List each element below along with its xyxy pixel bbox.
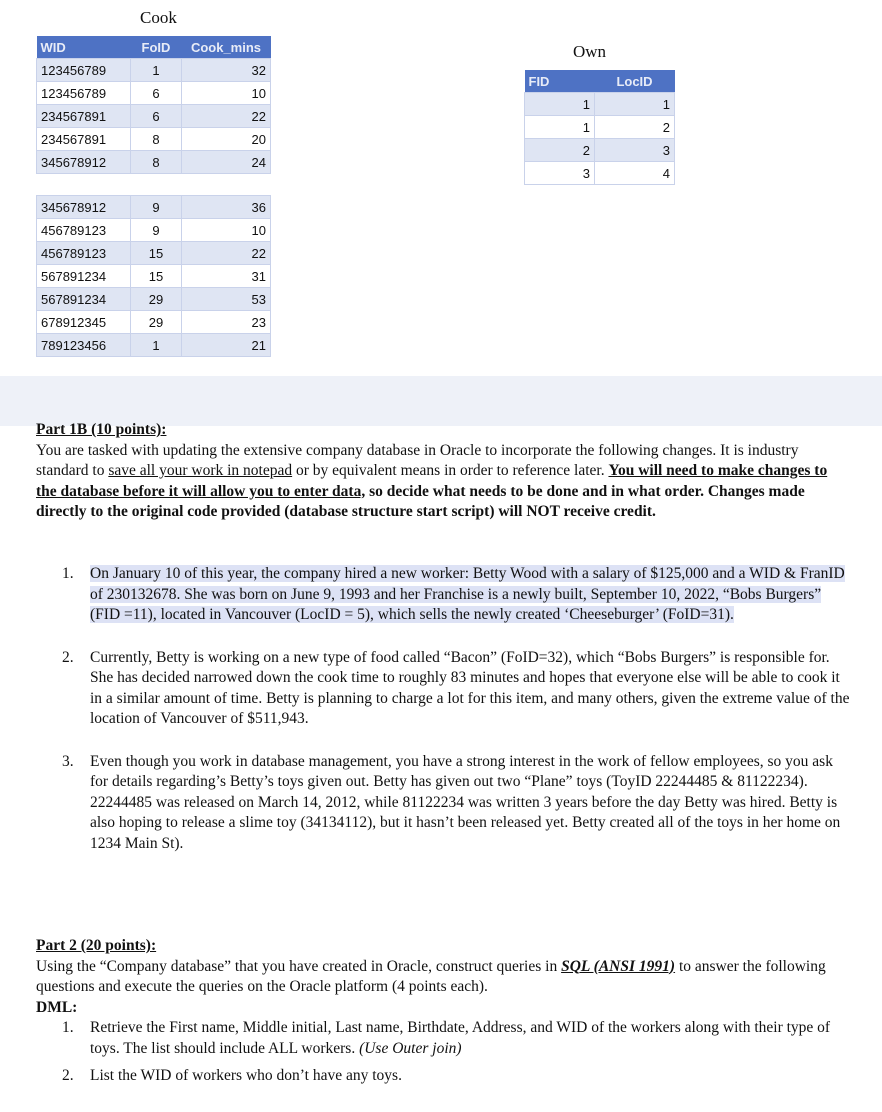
table-row <box>37 128 271 151</box>
cook-table-bottom <box>36 195 271 357</box>
intro-text: You are tasked with updating the extensive company database in Oracle to incorporate the following changes. It is industry standard to <box>36 441 799 479</box>
list-item <box>36 752 851 855</box>
cook-header-row <box>37 36 271 59</box>
table-row <box>525 139 675 162</box>
cell-wid: 123456789 <box>37 59 131 82</box>
cell-cook-mins: 53 <box>182 288 271 311</box>
item-number: 1. <box>62 1019 74 1036</box>
item-text: Even though you work in database management, you have a strong interest in the work of fellow employees, so you ask for details regarding’s Betty’s toys given out. Betty has given out two “Plane” toys (ToyID 22244485 & 81122234). 22244485 was released on March 14, 2012, while 81122234 was written 3 years before the day Betty was hired. Betty is also hoping to release a slime toy (34134112), but it hasn’t been released yet. Betty created all of the toys in her home on 1234 Main St). <box>90 752 841 852</box>
cell-wid: 678912345 <box>37 311 131 334</box>
list-item <box>36 1018 851 1059</box>
cell-wid: 234567891 <box>37 105 131 128</box>
intro-underlined: save all your work in notepad <box>108 462 293 479</box>
cell-wid: 789123456 <box>37 334 131 357</box>
part2-section <box>36 936 851 1094</box>
table-row <box>525 93 675 116</box>
cell-foid: 29 <box>131 311 182 334</box>
cell-wid: 567891234 <box>37 265 131 288</box>
table-row <box>37 334 271 357</box>
table-row <box>525 116 675 139</box>
table-row <box>37 151 271 174</box>
cell-wid: 123456789 <box>37 82 131 105</box>
cell-foid: 29 <box>131 288 182 311</box>
part2-list <box>36 1018 851 1087</box>
cell-wid: 234567891 <box>37 128 131 151</box>
table-row <box>37 82 271 105</box>
cell-fid: 3 <box>525 162 595 185</box>
cell-locid: 2 <box>595 116 675 139</box>
item-number: 2. <box>62 648 74 666</box>
table-row <box>37 196 271 219</box>
cell-wid: 456789123 <box>37 242 131 265</box>
cell-cook-mins: 36 <box>182 196 271 219</box>
cell-locid: 3 <box>595 139 675 162</box>
cell-foid: 6 <box>131 105 182 128</box>
intro-text-2: or by equivalent means in order to reference later. <box>292 462 609 479</box>
cell-locid: 1 <box>595 93 675 116</box>
table-row <box>525 162 675 185</box>
cell-wid: 456789123 <box>37 219 131 242</box>
part1b-heading: Part 1B (10 points): <box>36 421 167 438</box>
item-text: List the WID of workers who don’t have any toys. <box>90 1067 402 1084</box>
item-number: 3. <box>62 752 74 770</box>
table-row <box>37 288 271 311</box>
cook-header-cook-mins: Cook_mins <box>182 36 271 59</box>
own-header-fid: FID <box>525 70 595 93</box>
item-text-highlighted: On January 10 of this year, the company hired a new worker: Betty Wood with a salary of $125,000 and a WID & FranID of 230132678. She was born on June 9, 1993 and her Franchise is a newly built, September 10, 2022, “Bobs Burgers” (FID =11), located in Vancouver (LocID = 5), which sells the newly created ‘Cheeseburger’ (FoID=31). <box>90 565 845 623</box>
list-item <box>36 1066 851 1087</box>
part1b-items <box>36 564 851 876</box>
cook-header-wid: WID <box>37 36 131 59</box>
intro-bold-underlined: You will need to make changes to the database before it will allow you to enter data, <box>36 462 828 500</box>
cook-header-foid: FoID <box>131 36 182 59</box>
dml-label: DML: <box>36 998 78 1016</box>
table-row <box>37 59 271 82</box>
cell-wid: 567891234 <box>37 288 131 311</box>
cell-cook-mins: 21 <box>182 334 271 357</box>
cell-cook-mins: 20 <box>182 128 271 151</box>
cell-foid: 15 <box>131 265 182 288</box>
cell-cook-mins: 32 <box>182 59 271 82</box>
cell-cook-mins: 10 <box>182 219 271 242</box>
cell-wid: 345678912 <box>37 196 131 219</box>
part1b-intro <box>36 441 851 523</box>
cell-locid: 4 <box>595 162 675 185</box>
list-item <box>36 648 851 730</box>
cell-foid: 9 <box>131 219 182 242</box>
table-row <box>37 219 271 242</box>
cell-cook-mins: 31 <box>182 265 271 288</box>
item-number: 1. <box>62 565 74 582</box>
cell-cook-mins: 10 <box>182 82 271 105</box>
cell-cook-mins: 23 <box>182 311 271 334</box>
list-item <box>36 564 851 626</box>
intro-text: Using the “Company database” that you have created in Oracle, construct queries in <box>36 957 562 975</box>
section-band <box>0 376 882 426</box>
own-table-title: Own <box>573 42 607 61</box>
item-italic-note: (Use Outer join) <box>359 1039 462 1057</box>
intro-bold: so decide what needs to be done and in what order. Changes made directly to the original code provided (database structure start script) will NOT receive credit. <box>36 482 805 520</box>
table-row <box>37 242 271 265</box>
part1b-section <box>36 420 851 523</box>
own-header-locid: LocID <box>595 70 675 93</box>
own-header-row <box>525 70 675 93</box>
cell-wid: 345678912 <box>37 151 131 174</box>
cell-fid: 1 <box>525 93 595 116</box>
cook-table-title: Cook <box>140 8 177 27</box>
item-text: Retrieve the First name, Middle initial, Last name, Birthdate, Address, and WID of the workers along with their type of toys. The list should include ALL workers. <box>90 1019 831 1057</box>
part2-heading: Part 2 (20 points): <box>36 937 157 954</box>
cell-foid: 9 <box>131 196 182 219</box>
table-row <box>37 265 271 288</box>
sql-link[interactable]: SQL (ANSI 1991) <box>561 957 676 975</box>
cell-cook-mins: 24 <box>182 151 271 174</box>
item-text: Currently, Betty is working on a new type of food called “Bacon” (FoID=32), which “Bobs Burgers” is responsible for. She has decided narrowed down the cook time to roughly 83 minutes and hopes that everyone else will be able to cook it in a similar amount of time. Betty is planning to charge a lot for this item, and many others, given the extreme value of the location of Vancouver of $511,943. <box>90 648 850 727</box>
cell-fid: 1 <box>525 116 595 139</box>
cell-foid: 8 <box>131 128 182 151</box>
cell-fid: 2 <box>525 139 595 162</box>
item-number: 2. <box>62 1067 74 1084</box>
cell-foid: 6 <box>131 82 182 105</box>
table-row <box>37 311 271 334</box>
cell-foid: 15 <box>131 242 182 265</box>
part1b-list <box>36 564 851 854</box>
cell-cook-mins: 22 <box>182 242 271 265</box>
cell-cook-mins: 22 <box>182 105 271 128</box>
cook-table-top <box>36 36 271 174</box>
part2-intro <box>36 957 851 998</box>
intro-text-2: to answer the following questions and execute the queries on the Oracle platform (4 points each). <box>36 957 826 995</box>
cell-foid: 8 <box>131 151 182 174</box>
table-row <box>37 105 271 128</box>
own-table <box>524 70 675 185</box>
cell-foid: 1 <box>131 59 182 82</box>
cell-foid: 1 <box>131 334 182 357</box>
